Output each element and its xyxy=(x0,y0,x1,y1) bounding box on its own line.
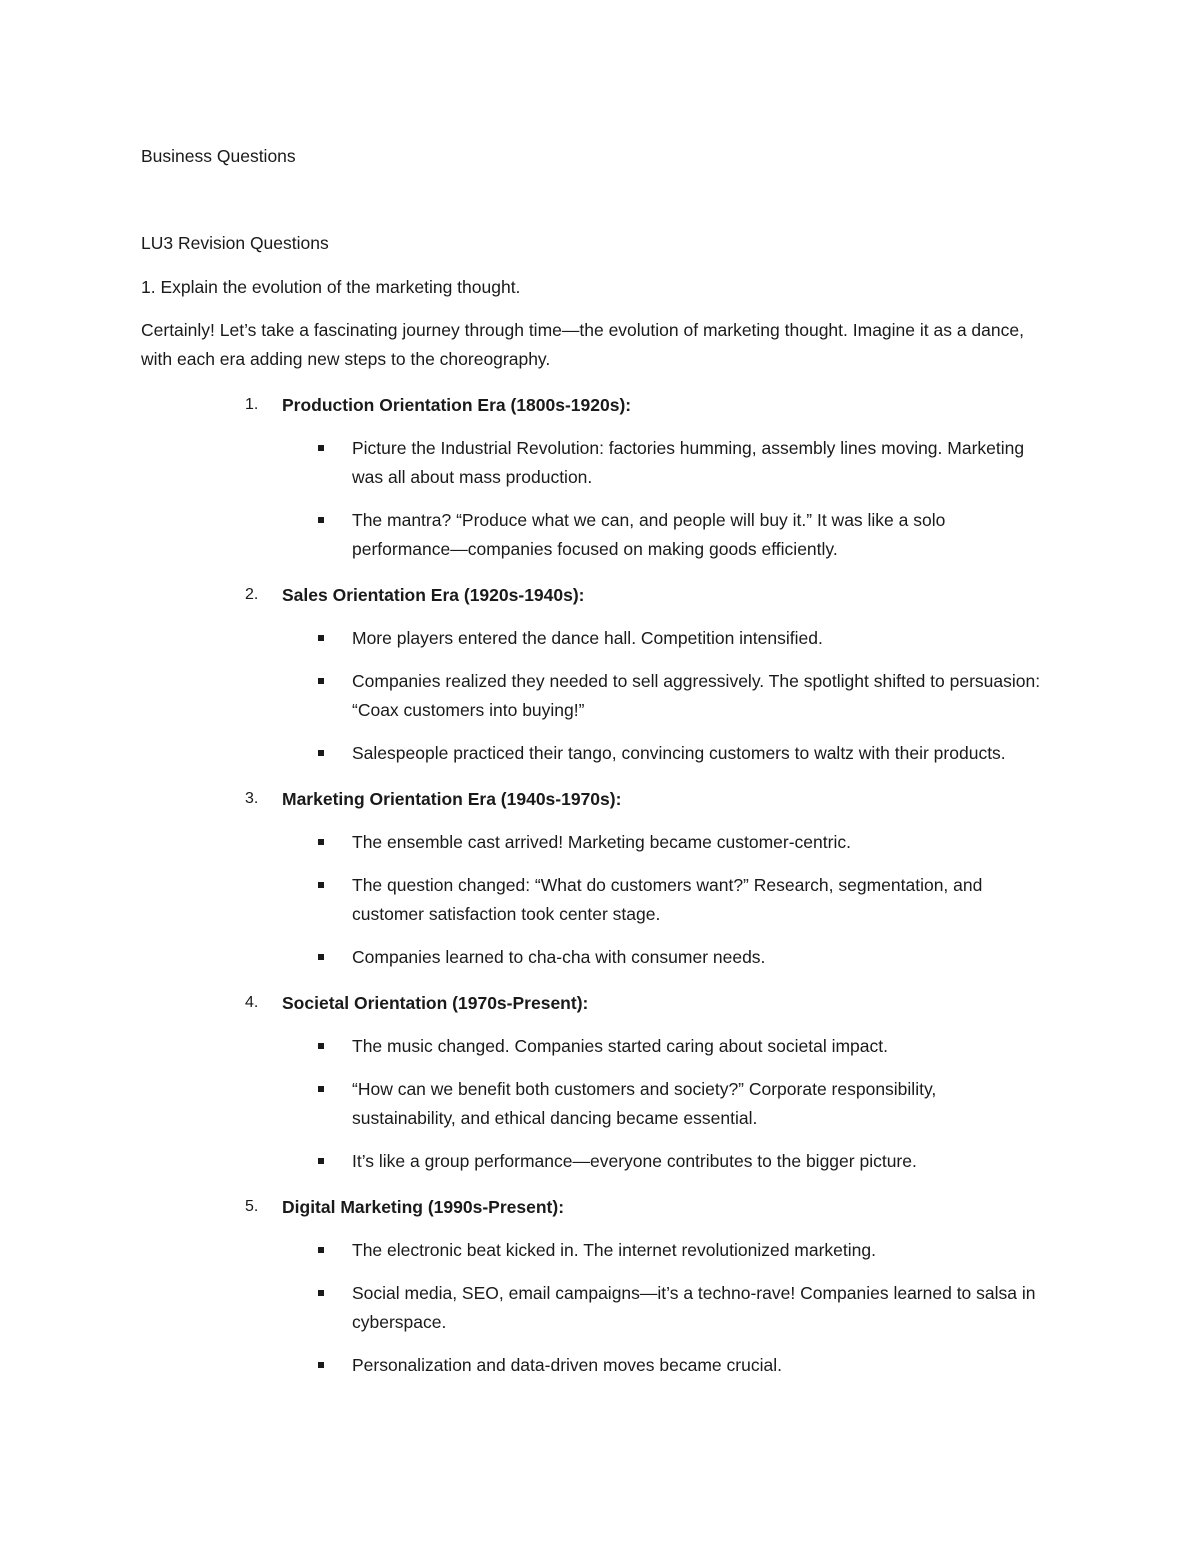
era-number: 5. xyxy=(245,1198,259,1215)
square-bullet-icon xyxy=(318,882,324,888)
point-text: Companies realized they needed to sell aggressively. The spotlight shifted to persuasion: “Coax customers into buying!” xyxy=(352,671,1041,720)
question-text: 1. Explain the evolution of the marketing thought. xyxy=(141,277,521,297)
point-text: Salespeople practiced their tango, convincing customers to waltz with their products. xyxy=(352,743,1006,763)
square-bullet-icon xyxy=(318,954,324,960)
era-points xyxy=(141,1236,1050,1380)
era-heading xyxy=(141,1192,1050,1222)
list-item xyxy=(141,1075,1042,1133)
era-number: 3. xyxy=(245,790,259,807)
square-bullet-icon xyxy=(318,1247,324,1253)
list-item xyxy=(141,506,1042,564)
square-bullet-icon xyxy=(318,517,324,523)
era-heading xyxy=(141,390,1050,420)
era-item xyxy=(141,390,1050,564)
list-item xyxy=(141,434,1042,492)
document-subtitle: LU3 Revision Questions xyxy=(141,233,329,253)
list-item xyxy=(141,1147,1042,1176)
intro-paragraph: Certainly! Let’s take a fascinating journey through time—the evolution of marketing thought. Imagine it as a dance, with each era adding new steps to the choreography. xyxy=(141,320,1024,369)
era-number: 2. xyxy=(245,586,259,603)
era-points xyxy=(141,1032,1050,1176)
era-heading xyxy=(141,580,1050,610)
point-text: “How can we benefit both customers and society?” Corporate responsibility, sustainability, and ethical dancing became essential. xyxy=(352,1079,937,1128)
point-text: Personalization and data-driven moves became crucial. xyxy=(352,1355,782,1375)
square-bullet-icon xyxy=(318,750,324,756)
list-item xyxy=(141,1351,1042,1380)
point-text: It’s like a group performance—everyone contributes to the bigger picture. xyxy=(352,1151,917,1171)
era-item xyxy=(141,580,1050,768)
list-item xyxy=(141,1236,1042,1265)
point-text: Companies learned to cha-cha with consumer needs. xyxy=(352,947,766,967)
era-points xyxy=(141,624,1050,768)
era-number: 4. xyxy=(245,994,259,1011)
square-bullet-icon xyxy=(318,1158,324,1164)
list-item xyxy=(141,739,1042,768)
square-bullet-icon xyxy=(318,1043,324,1049)
era-list xyxy=(141,390,1050,1380)
era-number: 1. xyxy=(245,396,259,413)
era-item xyxy=(141,988,1050,1176)
point-text: The question changed: “What do customers want?” Research, segmentation, and customer satisfaction took center stage. xyxy=(352,875,983,924)
square-bullet-icon xyxy=(318,635,324,641)
era-heading-text: Societal Orientation (1970s-Present): xyxy=(282,993,589,1013)
point-text: Social media, SEO, email campaigns—it’s a techno-rave! Companies learned to salsa in cyberspace. xyxy=(352,1283,1036,1332)
era-heading-text: Marketing Orientation Era (1940s-1970s): xyxy=(282,789,622,809)
point-text: The ensemble cast arrived! Marketing became customer-centric. xyxy=(352,832,851,852)
point-text: The music changed. Companies started caring about societal impact. xyxy=(352,1036,888,1056)
document-title: Business Questions xyxy=(141,146,296,166)
era-points xyxy=(141,828,1050,972)
point-text: The mantra? “Produce what we can, and people will buy it.” It was like a solo performance—companies focused on making goods efficiently. xyxy=(352,510,946,559)
point-text: The electronic beat kicked in. The internet revolutionized marketing. xyxy=(352,1240,876,1260)
list-item xyxy=(141,828,1042,857)
era-heading xyxy=(141,784,1050,814)
square-bullet-icon xyxy=(318,839,324,845)
point-text: Picture the Industrial Revolution: factories humming, assembly lines moving. Marketing was all about mass production. xyxy=(352,438,1025,487)
point-text: More players entered the dance hall. Competition intensified. xyxy=(352,628,823,648)
era-points xyxy=(141,434,1050,564)
era-heading-text: Production Orientation Era (1800s-1920s): xyxy=(282,395,632,415)
square-bullet-icon xyxy=(318,1290,324,1296)
list-item xyxy=(141,1279,1042,1337)
era-heading xyxy=(141,988,1050,1018)
era-item xyxy=(141,1192,1050,1380)
list-item xyxy=(141,1032,1042,1061)
square-bullet-icon xyxy=(318,1362,324,1368)
square-bullet-icon xyxy=(318,1086,324,1092)
list-item xyxy=(141,871,1042,929)
list-item xyxy=(141,667,1042,725)
era-heading-text: Digital Marketing (1990s-Present): xyxy=(282,1197,565,1217)
square-bullet-icon xyxy=(318,445,324,451)
list-item xyxy=(141,624,1042,653)
era-heading-text: Sales Orientation Era (1920s-1940s): xyxy=(282,585,585,605)
list-item xyxy=(141,943,1042,972)
era-item xyxy=(141,784,1050,972)
square-bullet-icon xyxy=(318,678,324,684)
